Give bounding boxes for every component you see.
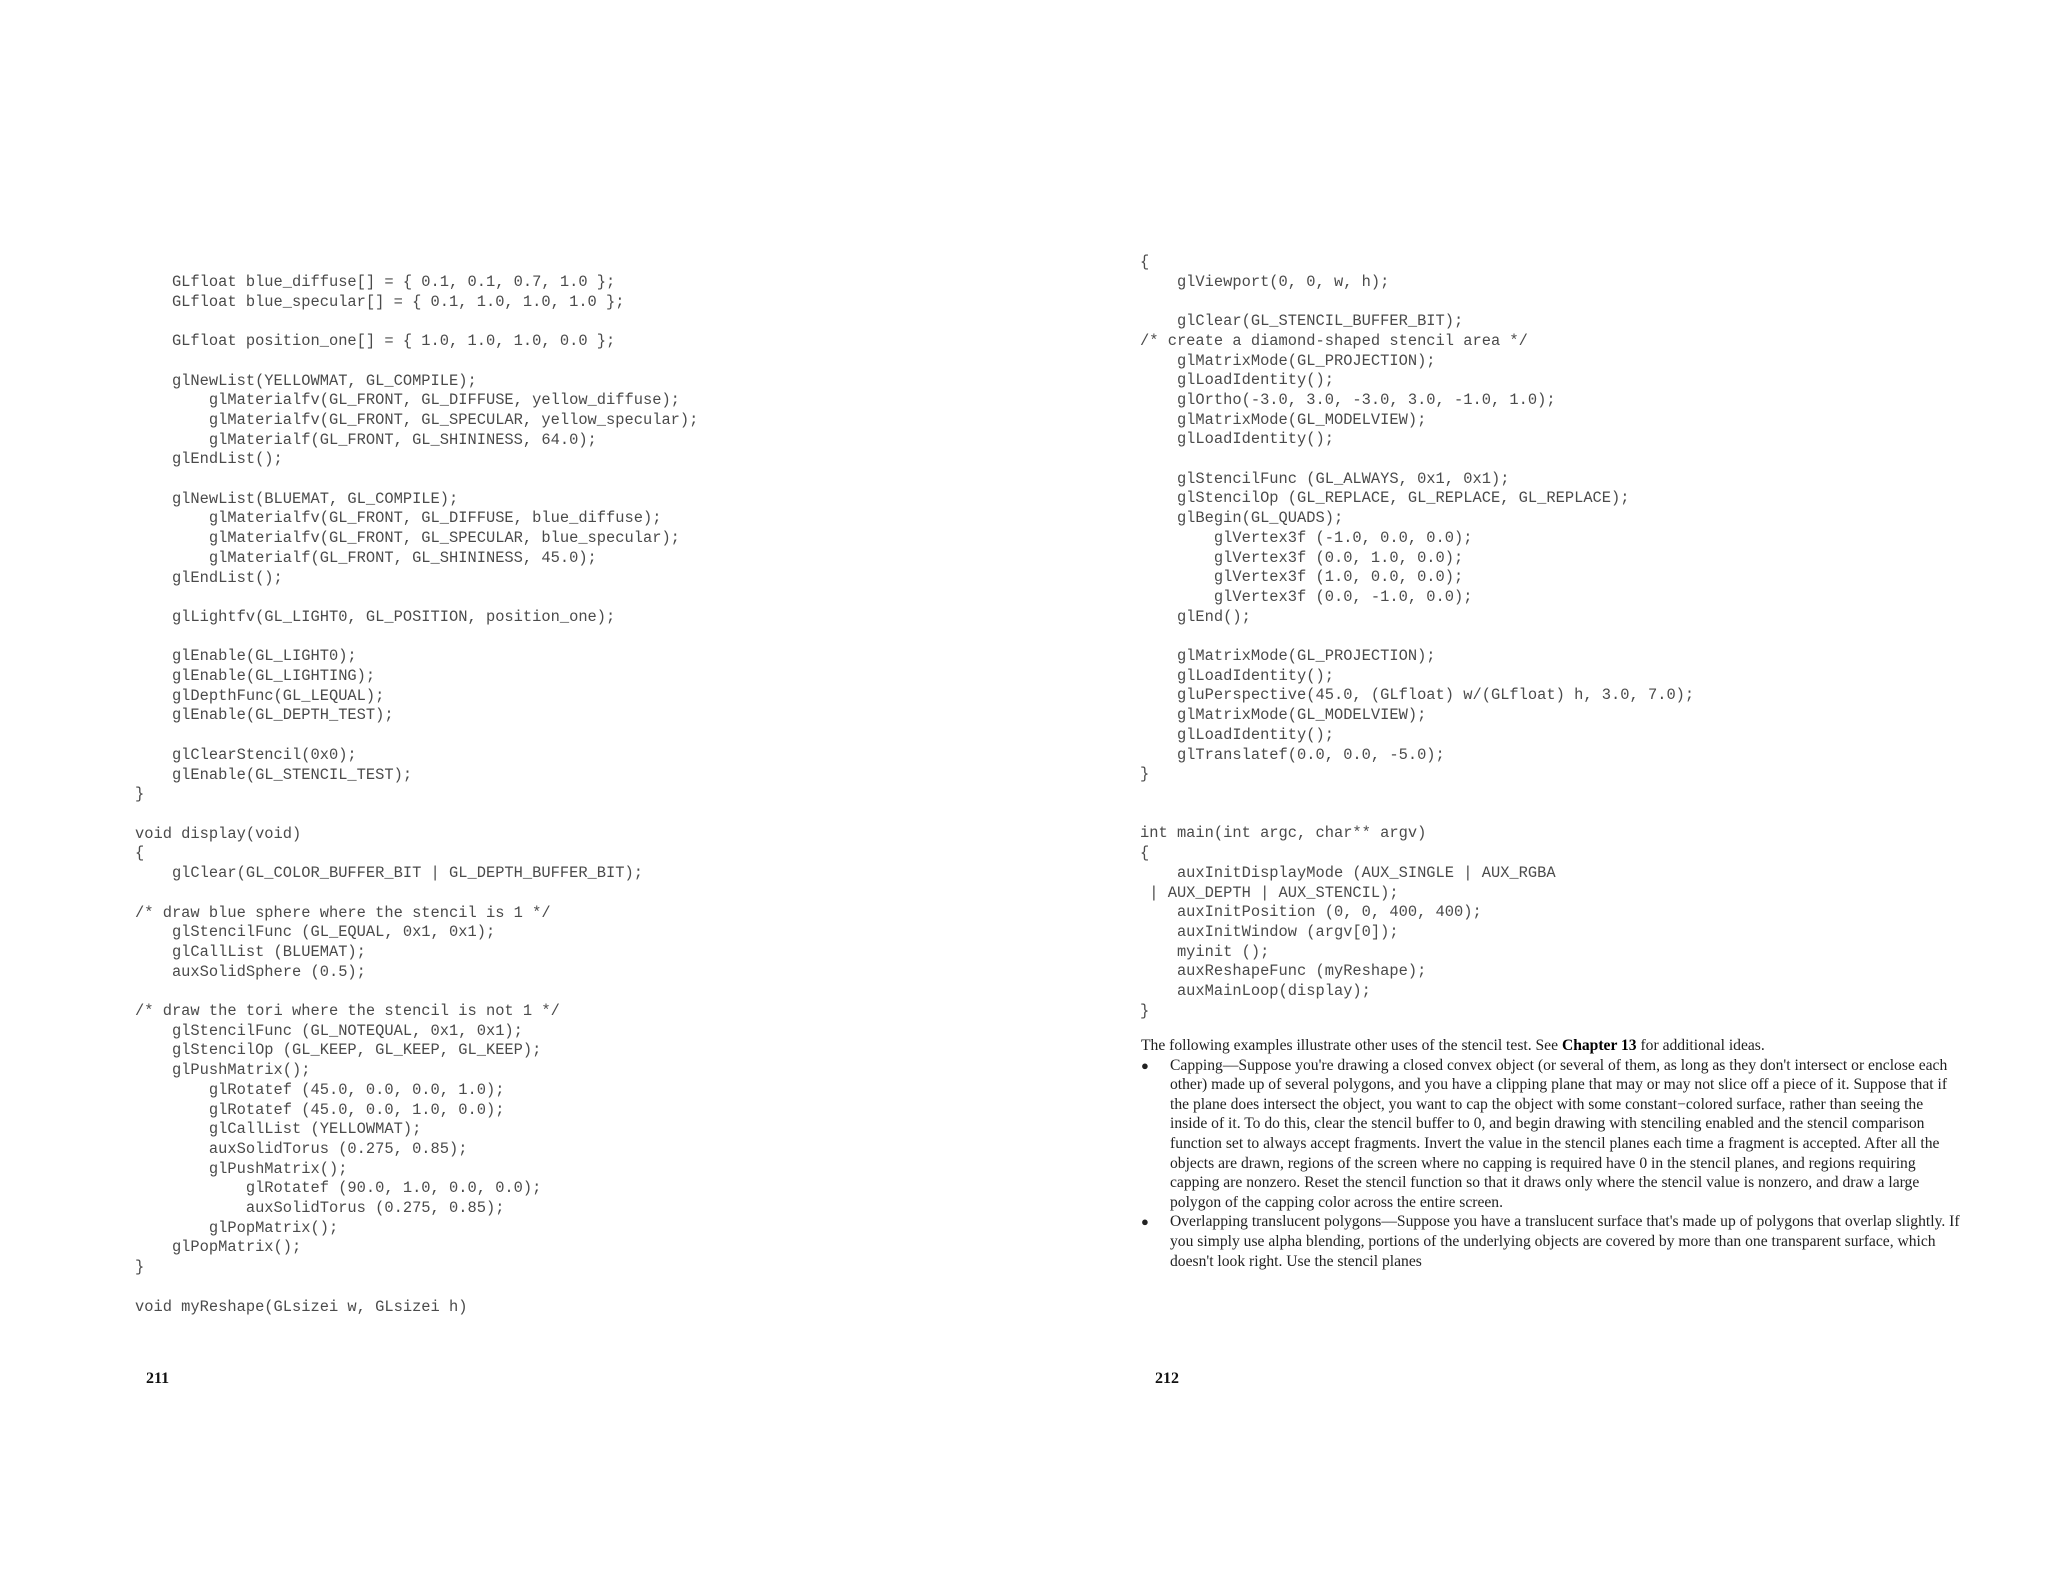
code-line: } [135, 1258, 145, 1277]
code-line [135, 1278, 698, 1298]
code-line: glClearStencil(0x0); [135, 745, 357, 764]
code-line: glMaterialf(GL_FRONT, GL_SHININESS, 45.0); [135, 548, 597, 567]
code-line: glMaterialfv(GL_FRONT, GL_DIFFUSE, blue_diffuse); [135, 509, 662, 528]
code-line: glRotatef (45.0, 0.0, 1.0, 0.0); [135, 1100, 505, 1119]
code-line: glLoadIdentity(); [1140, 666, 1334, 685]
code-line [135, 588, 698, 608]
code-line: glRotatef (45.0, 0.0, 0.0, 1.0); [135, 1080, 505, 1099]
code-line: glPushMatrix(); [135, 1159, 348, 1178]
code-line: glMatrixMode(GL_MODELVIEW); [1140, 410, 1427, 429]
code-line: glStencilOp (GL_REPLACE, GL_REPLACE, GL_REPLACE); [1140, 489, 1630, 508]
code-line [1140, 450, 1694, 470]
bullet-item-overlapping: ● Overlapping translucent polygons—Suppose you have a translucent surface that's made up of polygons that overlap slightly. If you simply use alpha blending, portions of the underlying objects are covered by more than one transparent surface, which doesn't look right. Use the stencil planes [1141, 1212, 1961, 1271]
code-line: glMaterialfv(GL_FRONT, GL_SPECULAR, blue_specular); [135, 529, 680, 548]
code-line: glMatrixMode(GL_PROJECTION); [1140, 647, 1436, 666]
code-line: auxSolidTorus (0.275, 0.85); [135, 1139, 468, 1158]
code-line: auxInitWindow (argv[0]); [1140, 922, 1399, 941]
code-line: glPopMatrix(); [135, 1238, 302, 1257]
code-line: auxSolidSphere (0.5); [135, 962, 366, 981]
code-line: glEnd(); [1140, 607, 1251, 626]
code-line [135, 312, 698, 332]
code-line: glVertex3f (-1.0, 0.0, 0.0); [1140, 528, 1473, 547]
code-line [135, 352, 698, 372]
code-line: glClear(GL_COLOR_BUFFER_BIT | GL_DEPTH_BUFFER_BIT); [135, 864, 643, 883]
code-line: } [135, 785, 145, 804]
code-line [135, 884, 698, 904]
code-line: glEnable(GL_LIGHTING); [135, 667, 376, 686]
code-line: void myReshape(GLsizei w, GLsizei h) [135, 1297, 468, 1316]
code-line: auxInitPosition (0, 0, 400, 400); [1140, 903, 1482, 922]
code-line: glRotatef (90.0, 1.0, 0.0, 0.0); [135, 1179, 542, 1198]
bullet-item-capping: ● Capping—Suppose you're drawing a closed convex object (or several of them, as long as they don't intersect or enclose each other) made up of several polygons, and you have a clipping plane that may or may not slice off a piece of it. Suppose that if the plane does intersect the object, you want to cap the object with some constant−colored surface, rather than seeing the inside of it. To do this, clear the stencil buffer to 0, and begin drawing with stenciling enabled and the stencil comparison function set to always accept fragments. Invert the value in the stencil planes each time a fragment is accepted. After all the objects are drawn, regions of the screen where no capping is required have 0 in the stencil planes, and regions requiring capping are nonzero. Reset the stencil function so that it draws only where the stencil value is nonzero, and draw a large polygon of the capping color across the entire screen. [1141, 1056, 1961, 1213]
code-line: glVertex3f (1.0, 0.0, 0.0); [1140, 568, 1464, 587]
intro-text-after: for additional ideas. [1636, 1037, 1765, 1054]
code-line: GLfloat position_one[] = { 1.0, 1.0, 1.0, 0.0 }; [135, 332, 616, 351]
code-line: auxReshapeFunc (myReshape); [1140, 962, 1427, 981]
code-line: glLoadIdentity(); [1140, 725, 1334, 744]
code-line: glDepthFunc(GL_LEQUAL); [135, 686, 385, 705]
code-line: glMatrixMode(GL_MODELVIEW); [1140, 706, 1427, 725]
code-line: glStencilFunc (GL_EQUAL, 0x1, 0x1); [135, 923, 496, 942]
code-line: glNewList(BLUEMAT, GL_COMPILE); [135, 489, 459, 508]
code-line: glBegin(GL_QUADS); [1140, 509, 1344, 528]
page-number-right: 212 [1155, 1370, 1179, 1387]
code-line [1140, 627, 1694, 647]
code-line: glEndList(); [135, 450, 283, 469]
code-line: gluPerspective(45.0, (GLfloat) w/(GLfloat) h, 3.0, 7.0); [1140, 686, 1695, 705]
code-line: /* create a diamond-shaped stencil area */ [1140, 331, 1528, 350]
code-line: glOrtho(-3.0, 3.0, -3.0, 3.0, -1.0, 1.0); [1140, 390, 1556, 409]
code-line: glPushMatrix(); [135, 1061, 311, 1080]
intro-text-before: The following examples illustrate other uses of the stencil test. See [1141, 1037, 1562, 1054]
code-line: glViewport(0, 0, w, h); [1140, 272, 1390, 291]
code-line: glCallList (YELLOWMAT); [135, 1120, 422, 1139]
code-listing-right [1140, 253, 1694, 1021]
body-text [1141, 1036, 1961, 1271]
code-line: } [1140, 765, 1150, 784]
code-line: glStencilOp (GL_KEEP, GL_KEEP, GL_KEEP); [135, 1041, 542, 1060]
code-line: GLfloat blue_diffuse[] = { 0.1, 0.1, 0.7, 1.0 }; [135, 273, 616, 291]
code-line: auxInitDisplayMode (AUX_SINGLE | AUX_RGBA [1140, 863, 1556, 882]
code-line: glEnable(GL_LIGHT0); [135, 647, 357, 666]
bullet-list [1141, 1056, 1961, 1272]
code-line: glMaterialfv(GL_FRONT, GL_SPECULAR, yellow_specular); [135, 410, 699, 429]
code-line [135, 982, 698, 1002]
intro-paragraph [1141, 1036, 1961, 1056]
code-line: GLfloat blue_specular[] = { 0.1, 1.0, 1.0, 1.0 }; [135, 292, 625, 311]
code-line [1140, 292, 1694, 312]
code-line [135, 726, 698, 746]
code-line: glEndList(); [135, 568, 283, 587]
code-line: glVertex3f (0.0, -1.0, 0.0); [1140, 587, 1473, 606]
page-number-left: 211 [146, 1370, 170, 1387]
code-listing-left [135, 273, 698, 1317]
code-line: { [1140, 253, 1150, 271]
code-line: glNewList(YELLOWMAT, GL_COMPILE); [135, 371, 477, 390]
code-line: glEnable(GL_STENCIL_TEST); [135, 765, 413, 784]
code-line: | AUX_DEPTH | AUX_STENCIL); [1140, 883, 1399, 902]
code-line: void display(void) [135, 824, 302, 843]
code-line: /* draw blue sphere where the stencil is 1 */ [135, 903, 551, 922]
code-line: { [135, 844, 145, 863]
code-line: glVertex3f (0.0, 1.0, 0.0); [1140, 548, 1464, 567]
code-line [135, 628, 698, 648]
code-line: glPopMatrix(); [135, 1218, 339, 1237]
right-page [1024, 0, 2048, 1582]
code-line: auxSolidTorus (0.275, 0.85); [135, 1199, 505, 1218]
code-line: /* draw the tori where the stencil is not 1 */ [135, 1002, 560, 1021]
chapter-link: Chapter 13 [1561, 1037, 1637, 1054]
code-line: glLoadIdentity(); [1140, 430, 1334, 449]
code-line: glLightfv(GL_LIGHT0, GL_POSITION, position_one); [135, 607, 616, 626]
code-line: { [1140, 844, 1150, 863]
code-line: glMatrixMode(GL_PROJECTION); [1140, 351, 1436, 370]
code-line: glEnable(GL_DEPTH_TEST); [135, 706, 394, 725]
code-line [1140, 805, 1694, 825]
code-line: myinit (); [1140, 942, 1270, 961]
code-line: glLoadIdentity(); [1140, 371, 1334, 390]
code-line [135, 805, 698, 825]
code-line: glClear(GL_STENCIL_BUFFER_BIT); [1140, 312, 1464, 331]
code-line: glMaterialf(GL_FRONT, GL_SHININESS, 64.0); [135, 430, 597, 449]
code-line: } [1140, 1001, 1150, 1020]
code-line: int main(int argc, char** argv) [1140, 824, 1427, 843]
code-line: glStencilFunc (GL_ALWAYS, 0x1, 0x1); [1140, 469, 1510, 488]
code-line: glMaterialfv(GL_FRONT, GL_DIFFUSE, yellow_diffuse); [135, 391, 680, 410]
code-line [135, 470, 698, 490]
code-line [1140, 785, 1694, 805]
code-line: glStencilFunc (GL_NOTEQUAL, 0x1, 0x1); [135, 1021, 523, 1040]
code-line: glTranslatef(0.0, 0.0, -5.0); [1140, 745, 1445, 764]
code-line: auxMainLoop(display); [1140, 982, 1371, 1001]
code-line: glCallList (BLUEMAT); [135, 942, 366, 961]
